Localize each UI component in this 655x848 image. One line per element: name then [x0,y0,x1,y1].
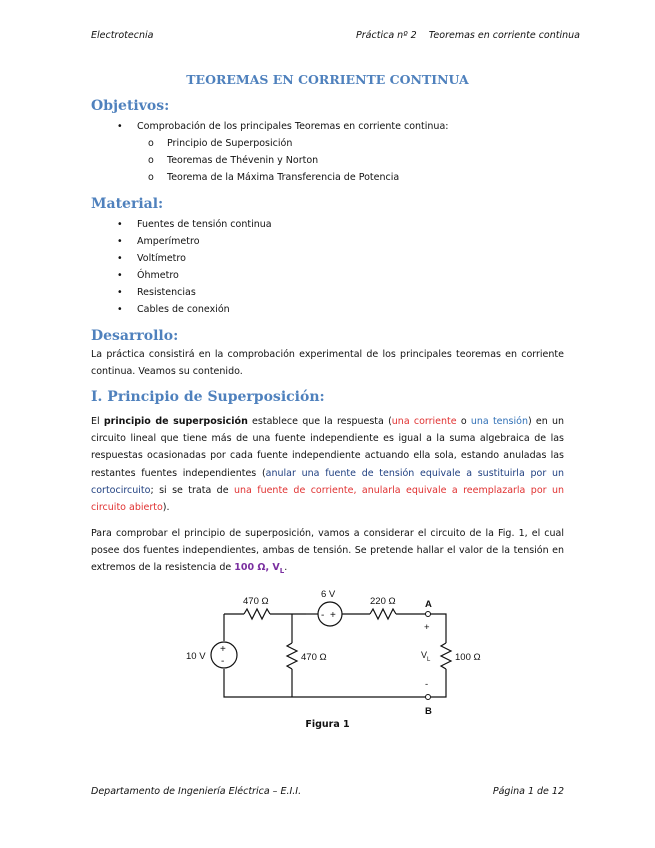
r3-label: 470 Ω [301,652,327,663]
section1-heading: I. Principio de Superposición: [91,389,325,405]
header-right: Práctica nº 2 Teoremas en corriente continua [356,30,580,41]
resistor-r1 [244,609,270,619]
bullet-icon: • [117,121,123,132]
r1-label: 470 Ω [243,596,269,607]
highlight-term: principio de superposición [103,416,248,427]
bullet-icon: • [117,287,123,298]
src2-minus: - [321,610,325,621]
src2-plus: + [330,610,336,621]
terminal-a-label: A [425,599,432,610]
src1-label: 10 V [186,651,206,662]
material-item: Amperímetro [137,236,200,247]
resistor-r3 [287,643,297,669]
terminal-a [426,612,431,617]
src1-minus: - [221,656,225,667]
src2-label: 6 V [321,589,336,600]
footer-left: Departamento de Ingeniería Eléctrica – E.I.I. [91,786,302,797]
material-item: Óhmetro [137,270,179,281]
terminal-b [426,695,431,700]
material-item: Cables de conexión [137,304,230,315]
src1-plus: + [220,644,226,655]
material-item: Fuentes de tensión continua [137,219,272,230]
r4-label: 100 Ω [455,652,481,663]
bullet-icon: • [117,304,123,315]
objetivos-sub-item: Teorema de la Máxima Transferencia de Potencia [167,172,400,183]
vl-minus: - [425,679,429,690]
circle-bullet-icon: o [148,155,154,166]
bullet-icon: • [117,236,123,247]
header-left: Electrotecnia [91,30,154,41]
circle-bullet-icon: o [148,172,154,183]
bullet-icon: • [117,219,123,230]
terminal-b-label: B [425,706,432,717]
objetivos-heading: Objetivos: [91,98,170,114]
vl-plus: + [424,622,430,633]
r2-label: 220 Ω [370,596,396,607]
document-title: TEOREMAS EN CORRIENTE CONTINUA [186,72,469,87]
superposicion-paragraph: El principio de superposición establece que la respuesta (una corriente o una tensión) en un circuito lineal que tiene más de una fuente independiente es igual a la suma algebraica de las respuestas ocasionadas por cada fuente independiente actuando ella sola, estando anuladas las restantes fuentes independientes (anular una fuente de tensión equivale a sustituirla por un cortocircuito; si se trata de una fuente de corriente, anularla equivale a reemplazarla por un circuito abierto). [91,416,565,514]
figure-caption: Figura 1 [305,719,350,730]
vl-label: $V_L$ [421,650,431,663]
material-item: Voltímetro [137,253,186,264]
objetivos-sub-item: Teoremas de Thévenin y Norton [167,155,319,166]
footer-right: Página 1 de 12 [492,786,564,797]
resistor-r2 [370,609,396,619]
circuit-intro-paragraph: Para comprobar el principio de superposición, vamos a considerar el circuito de la Fig. 1, el cual posee dos fuentes independientes, ambas de tensión. Se pretende hallar el valor de la tensión en extremos de la resistencia de 100 Ω, $V_L$. [91,528,564,576]
material-item: Resistencias [137,287,196,298]
objetivos-sub-item: Principio de Superposición [167,138,293,149]
objetivos-item: Comprobación de los principales Teoremas en corriente continua: [137,121,449,132]
material-heading: Material: [91,196,164,212]
desarrollo-heading: Desarrollo: [91,328,179,344]
bullet-icon: • [117,270,123,281]
circle-bullet-icon: o [148,138,154,149]
resistor-r4 [441,643,451,669]
bullet-icon: • [117,253,123,264]
desarrollo-text: La práctica consistirá en la comprobación experimental de los principales teoremas en corriente continua. Veamos su contenido. [91,349,564,378]
